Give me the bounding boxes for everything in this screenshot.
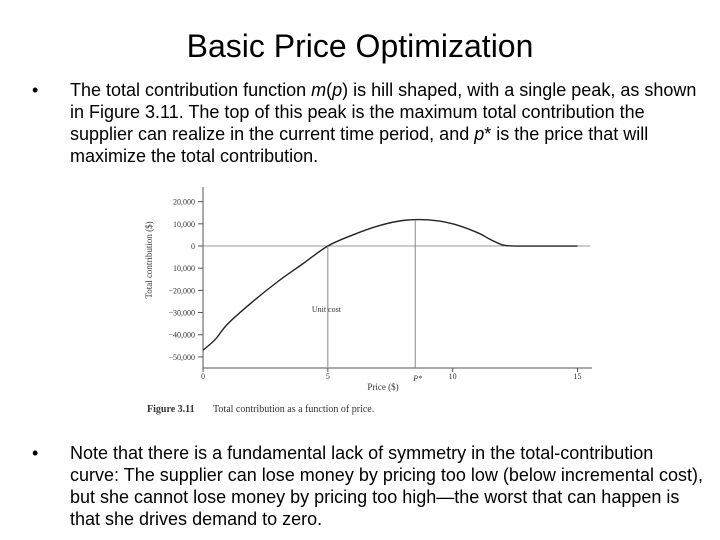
y-axis-label: Total contribution ($) bbox=[144, 221, 154, 299]
x-tick-label: 5 bbox=[325, 372, 330, 381]
x-tick-label: 10 bbox=[448, 372, 457, 381]
contribution-curve bbox=[203, 220, 578, 351]
y-tick-label: 10,000 bbox=[173, 219, 195, 229]
bullet-marker: • bbox=[32, 80, 39, 100]
figure-caption-number: Figure 3.11 bbox=[147, 404, 195, 415]
slide-title: Basic Price Optimization bbox=[186, 28, 534, 64]
x-tick-label: 0 bbox=[201, 372, 205, 381]
y-tick-label: 10,000 bbox=[173, 264, 195, 274]
chart-annotations bbox=[312, 220, 422, 383]
bullet-2-text: Note that there is a fundamental lack of symmetry in the total-contribution curve: The supplier can lose money by pricing too low (below incremental cost), but she cannot lose money by pricing too high—the worst that can happen is that she drives demand to zero. bbox=[70, 443, 703, 529]
y-tick-label: 0 bbox=[191, 242, 195, 252]
y-tick-label: −20,000 bbox=[168, 286, 195, 296]
y-tick-label: 20,000 bbox=[173, 197, 195, 207]
y-tick-label: −30,000 bbox=[168, 308, 195, 318]
x-axis-label: Price ($) bbox=[367, 382, 399, 392]
bullet-marker: • bbox=[32, 443, 39, 463]
y-tick-label: −50,000 bbox=[168, 352, 195, 362]
bullet-2 bbox=[32, 442, 704, 530]
chart-series bbox=[203, 220, 578, 351]
p-star-label: P* bbox=[413, 374, 423, 383]
bullet-1-text: The total contribution function m(p) is hill shaped, with a single peak, as shown in Figure 3.11. The top of this peak is the maximum total contribution the supplier can realize in the current time period, and p* is the price that will maximize the total contribution. bbox=[70, 80, 697, 166]
unit-cost-label: Unit cost bbox=[311, 305, 341, 315]
x-tick-label: 15 bbox=[573, 372, 582, 381]
y-tick-label: −40,000 bbox=[168, 330, 195, 340]
figure-caption-text: Total contribution as a function of price. bbox=[213, 404, 375, 415]
chart-ticks bbox=[168, 198, 581, 381]
chart-axes bbox=[203, 187, 592, 368]
